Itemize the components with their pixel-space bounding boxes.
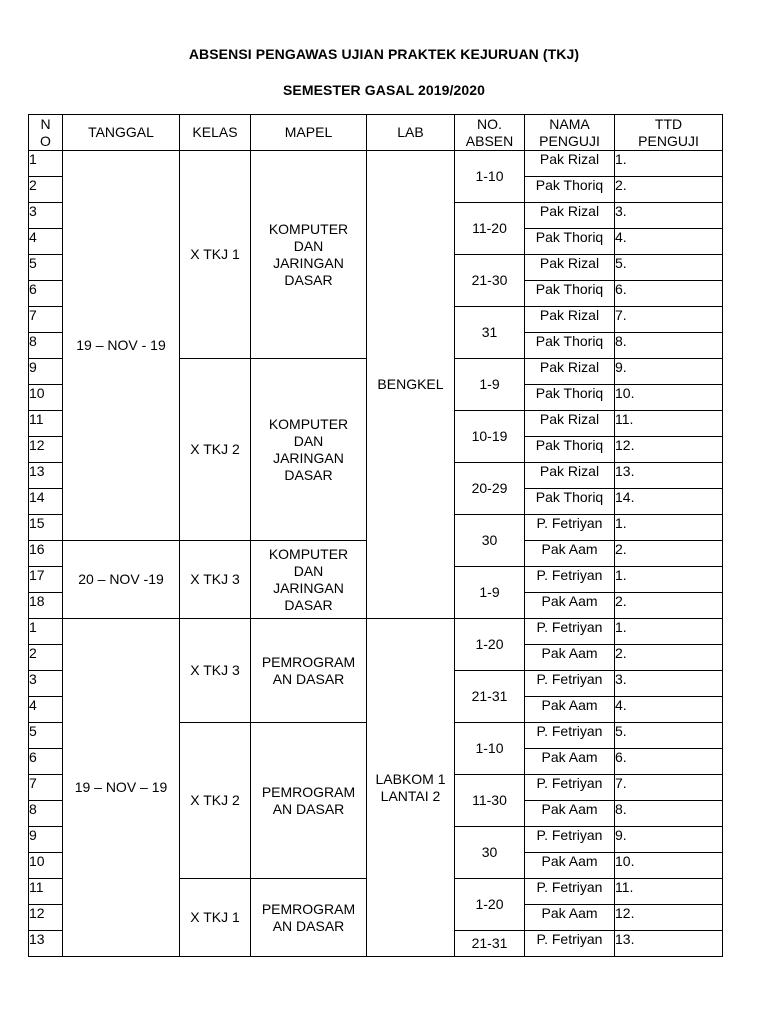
row-number: 4: [29, 697, 63, 723]
penguji-cell: Pak Thoriq: [525, 489, 615, 515]
ttd-cell: 3.: [615, 203, 723, 229]
row-number: 10: [29, 385, 63, 411]
row-number: 13: [29, 463, 63, 489]
penguji-cell: P. Fetriyan: [525, 671, 615, 697]
absen-cell: 10-19: [455, 411, 525, 463]
absen-cell: 1-10: [455, 723, 525, 775]
tanggal-cell: 20 – NOV -19: [63, 541, 180, 619]
ttd-cell: 2.: [615, 177, 723, 203]
ttd-cell: 11.: [615, 411, 723, 437]
ttd-cell: 13.: [615, 931, 723, 957]
row-number: 10: [29, 853, 63, 879]
absen-cell: 21-31: [455, 671, 525, 723]
row-number: 9: [29, 359, 63, 385]
kelas-cell: X TKJ 2: [180, 723, 251, 879]
absen-cell: 30: [455, 515, 525, 567]
kelas-cell: X TKJ 1: [180, 879, 251, 957]
row-number: 14: [29, 489, 63, 515]
penguji-cell: Pak Aam: [525, 593, 615, 619]
row-number: 2: [29, 645, 63, 671]
ttd-cell: 9.: [615, 359, 723, 385]
penguji-cell: Pak Thoriq: [525, 229, 615, 255]
penguji-cell: Pak Aam: [525, 645, 615, 671]
ttd-cell: 9.: [615, 827, 723, 853]
row-number: 2: [29, 177, 63, 203]
absen-cell: 20-29: [455, 463, 525, 515]
tanggal-cell: 19 – NOV – 19: [63, 619, 180, 957]
absen-cell: 31: [455, 307, 525, 359]
row-number: 7: [29, 307, 63, 333]
mapel-cell: KOMPUTER DAN JARINGAN DASAR: [251, 359, 367, 541]
ttd-cell: 6.: [615, 281, 723, 307]
row-number: 11: [29, 879, 63, 905]
header-kelas: KELAS: [180, 115, 251, 151]
penguji-cell: Pak Thoriq: [525, 437, 615, 463]
penguji-cell: Pak Thoriq: [525, 177, 615, 203]
header-nama-penguji: NAMA PENGUJI: [525, 115, 615, 151]
document-subtitle: SEMESTER GASAL 2019/2020: [282, 82, 486, 98]
lab-cell: LABKOM 1 LANTAI 2: [367, 619, 455, 957]
mapel-cell: PEMROGRAM AN DASAR: [251, 619, 367, 723]
ttd-cell: 1.: [615, 567, 723, 593]
header-lab: LAB: [367, 115, 455, 151]
ttd-cell: 14.: [615, 489, 723, 515]
row-number: 13: [29, 931, 63, 957]
absen-cell: 1-9: [455, 359, 525, 411]
attendance-table: [28, 114, 723, 957]
ttd-cell: 5.: [615, 255, 723, 281]
row-number: 3: [29, 203, 63, 229]
penguji-cell: Pak Thoriq: [525, 333, 615, 359]
kelas-cell: X TKJ 1: [180, 151, 251, 359]
ttd-cell: 10.: [615, 385, 723, 411]
ttd-cell: 1.: [615, 515, 723, 541]
row-number: 3: [29, 671, 63, 697]
ttd-cell: 2.: [615, 593, 723, 619]
penguji-cell: Pak Aam: [525, 853, 615, 879]
row-number: 4: [29, 229, 63, 255]
header-mapel: MAPEL: [251, 115, 367, 151]
ttd-cell: 11.: [615, 879, 723, 905]
kelas-cell: X TKJ 3: [180, 619, 251, 723]
ttd-cell: 12.: [615, 905, 723, 931]
ttd-cell: 8.: [615, 801, 723, 827]
penguji-cell: P. Fetriyan: [525, 723, 615, 749]
penguji-cell: P. Fetriyan: [525, 827, 615, 853]
row-number: 6: [29, 749, 63, 775]
row-number: 12: [29, 437, 63, 463]
penguji-cell: Pak Rizal: [525, 307, 615, 333]
penguji-cell: Pak Aam: [525, 749, 615, 775]
row-number: 1: [29, 619, 63, 645]
row-number: 6: [29, 281, 63, 307]
mapel-cell: PEMROGRAM AN DASAR: [251, 723, 367, 879]
ttd-cell: 1.: [615, 151, 723, 177]
header-no-absen: NO. ABSEN: [455, 115, 525, 151]
penguji-cell: Pak Aam: [525, 905, 615, 931]
absen-cell: 1-20: [455, 619, 525, 671]
row-number: 8: [29, 333, 63, 359]
kelas-cell: X TKJ 2: [180, 359, 251, 541]
table-row: [29, 619, 723, 645]
absen-cell: 1-20: [455, 879, 525, 931]
row-number: 11: [29, 411, 63, 437]
absen-cell: 11-30: [455, 775, 525, 827]
mapel-cell: PEMROGRAM AN DASAR: [251, 879, 367, 957]
document-title: ABSENSI PENGAWAS UJIAN PRAKTEK KEJURUAN (TKJ): [188, 46, 580, 62]
ttd-cell: 7.: [615, 775, 723, 801]
ttd-cell: 2.: [615, 541, 723, 567]
row-number: 16: [29, 541, 63, 567]
penguji-cell: Pak Aam: [525, 541, 615, 567]
penguji-cell: P. Fetriyan: [525, 515, 615, 541]
row-number: 9: [29, 827, 63, 853]
penguji-cell: P. Fetriyan: [525, 619, 615, 645]
penguji-cell: Pak Aam: [525, 801, 615, 827]
table-row: [29, 151, 723, 177]
header-tanggal: TANGGAL: [63, 115, 180, 151]
penguji-cell: Pak Rizal: [525, 203, 615, 229]
row-number: 17: [29, 567, 63, 593]
mapel-cell: KOMPUTER DAN JARINGAN DASAR: [251, 541, 367, 619]
absen-cell: 21-30: [455, 255, 525, 307]
header-ttd-penguji: TTD PENGUJI: [615, 115, 723, 151]
ttd-cell: 12.: [615, 437, 723, 463]
penguji-cell: Pak Rizal: [525, 411, 615, 437]
header-no: N O: [29, 115, 63, 151]
tanggal-cell: 19 – NOV - 19: [63, 151, 180, 541]
ttd-cell: 7.: [615, 307, 723, 333]
ttd-cell: 6.: [615, 749, 723, 775]
penguji-cell: Pak Rizal: [525, 359, 615, 385]
penguji-cell: P. Fetriyan: [525, 775, 615, 801]
ttd-cell: 2.: [615, 645, 723, 671]
header-row: [29, 115, 723, 151]
row-number: 12: [29, 905, 63, 931]
penguji-cell: Pak Thoriq: [525, 385, 615, 411]
ttd-cell: 4.: [615, 229, 723, 255]
penguji-cell: P. Fetriyan: [525, 931, 615, 957]
penguji-cell: Pak Thoriq: [525, 281, 615, 307]
ttd-cell: 3.: [615, 671, 723, 697]
row-number: 15: [29, 515, 63, 541]
absen-cell: 30: [455, 827, 525, 879]
row-number: 7: [29, 775, 63, 801]
lab-cell: BENGKEL: [367, 151, 455, 619]
penguji-cell: Pak Rizal: [525, 151, 615, 177]
penguji-cell: P. Fetriyan: [525, 879, 615, 905]
ttd-cell: 4.: [615, 697, 723, 723]
penguji-cell: Pak Aam: [525, 697, 615, 723]
penguji-cell: Pak Rizal: [525, 255, 615, 281]
row-number: 18: [29, 593, 63, 619]
ttd-cell: 5.: [615, 723, 723, 749]
mapel-cell: KOMPUTER DAN JARINGAN DASAR: [251, 151, 367, 359]
absen-cell: 11-20: [455, 203, 525, 255]
absen-cell: 1-9: [455, 567, 525, 619]
ttd-cell: 10.: [615, 853, 723, 879]
ttd-cell: 1.: [615, 619, 723, 645]
row-number: 1: [29, 151, 63, 177]
penguji-cell: P. Fetriyan: [525, 567, 615, 593]
row-number: 5: [29, 255, 63, 281]
row-number: 8: [29, 801, 63, 827]
absen-cell: 1-10: [455, 151, 525, 203]
ttd-cell: 13.: [615, 463, 723, 489]
penguji-cell: Pak Rizal: [525, 463, 615, 489]
ttd-cell: 8.: [615, 333, 723, 359]
absen-cell: 21-31: [455, 931, 525, 957]
kelas-cell: X TKJ 3: [180, 541, 251, 619]
row-number: 5: [29, 723, 63, 749]
